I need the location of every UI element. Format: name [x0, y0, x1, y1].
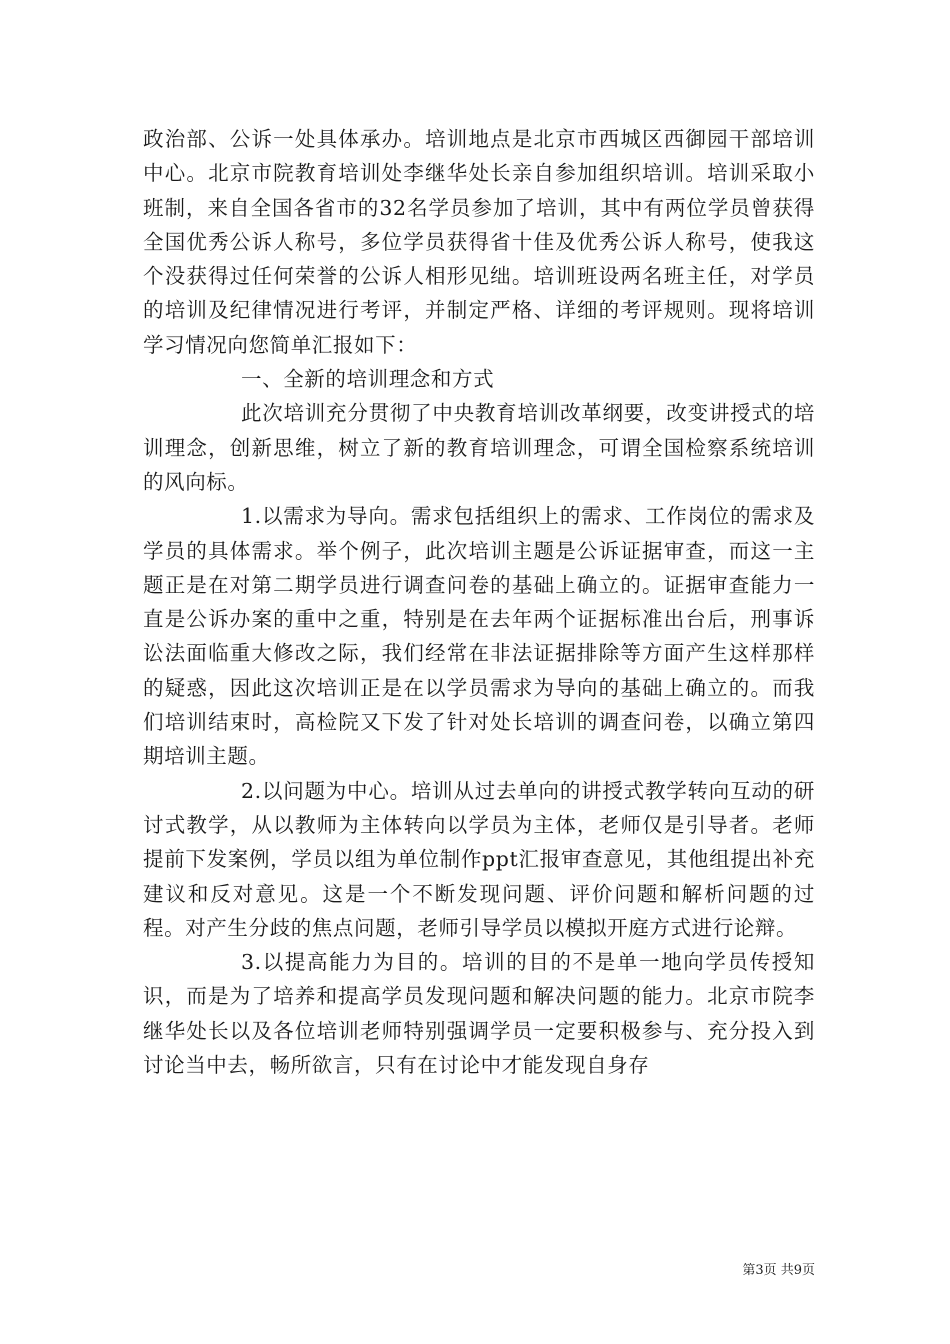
paragraph-demand-oriented: 1.以需求为导向。需求包括组织上的需求、工作岗位的需求及学员的具体需求。举个例子，此次培训主题是公诉证据审查，而这一主题正是在对第二期学员进行调查问卷的基础上确立的。证据审查能力一直是公诉办案的重中之重，特别是在去年两个证据标准出台后，刑事诉讼法面临重大修改之际，我们经常在非法证据排除等方面产生这样那样的疑惑，因此这次培训正是在以学员需求为导向的基础上确立的。而我们培训结束时，高检院又下发了针对处长培训的调查问卷，以确立第四期培训主题。: [143, 504, 815, 769]
paragraph-training-intro: 政治部、公诉一处具体承办。培训地点是北京市西城区西御园干部培训中心。北京市院教育培训处李继华处长亲自参加组织培训。培训采取小班制，来自全国各省市的32名学员参加了培训，其中有两位学员曾获得全国优秀公诉人称号，多位学员获得省十佳及优秀公诉人称号，使我这个没获得过任何荣誉的公诉人相形见绌。培训班设两名班主任，对学员的培训及纪律情况进行考评，并制定严格、详细的考评规则。现将培训学习情况向您简单汇报如下：: [143, 127, 815, 357]
page-number-footer: 第3页 共9页: [742, 1263, 815, 1278]
section-heading-new-training-concept: 一、全新的培训理念和方式: [241, 367, 495, 392]
document-body: [143, 122, 815, 1082]
paragraph-reform-outline: 此次培训充分贯彻了中央教育培训改革纲要，改变讲授式的培训理念，创新思维，树立了新的教育培训理念，可谓全国检察系统培训的风向标。: [143, 401, 815, 494]
paragraph-ability-improvement: 3.以提高能力为目的。培训的目的不是单一地向学员传授知识，而是为了培养和提高学员发现问题和解决问题的能力。北京市院李继华处长以及各位培训老师特别强调学员一定要积极参与、充分投入到讨论当中去，畅所欲言，只有在讨论中才能发现自身存: [143, 950, 815, 1078]
paragraph-problem-centered: 2.以问题为中心。培训从过去单向的讲授式教学转向互动的研讨式教学，从以教师为主体转向以学员为主体，老师仅是引导者。老师提前下发案例，学员以组为单位制作ppt汇报审查意见，其他组提出补充建议和反对意见。这是一个不断发现问题、评价问题和解析问题的过程。对产生分歧的焦点问题，老师引导学员以模拟开庭方式进行论辩。: [143, 778, 815, 940]
